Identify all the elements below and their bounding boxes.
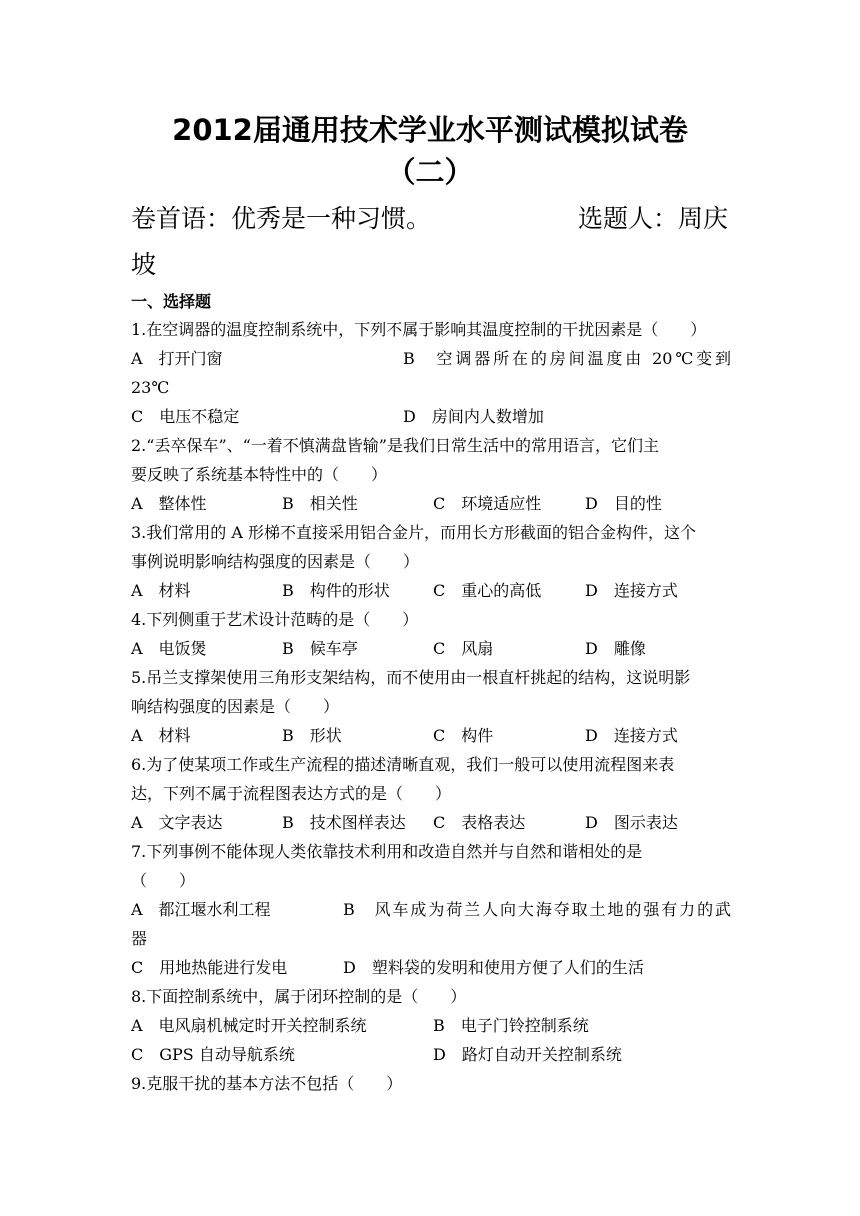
question-7-stem-line-1: 7.下列事例不能体现人类依靠技术利用和改造自然并与自然和谐相处的是 [131,842,643,861]
question-8-option-b: B 电子门铃控制系统 [433,1016,589,1035]
question-6-option-c: C 表格表达 [433,813,526,832]
exam-title: 2012届通用技术学业水平测试模拟试卷 [172,113,688,147]
question-5-option-a: A 材料 [131,726,191,745]
section-heading: 一、选择题 [131,292,212,311]
question-7-option-b-continued: 器 [131,929,148,948]
question-9-stem: 9.克服干扰的基本方法不包括（ ） [131,1074,403,1093]
question-5-option-c: C 构件 [433,726,494,745]
question-7-option-b: B 风车成为荷兰人向大海夺取土地的强有力的武 [343,900,731,919]
author: 选题人：周庆 [578,204,729,233]
question-5-stem-line-1: 5.吊兰支撑架使用三角形支架结构，而不使用由一根直杆挑起的结构，这说明影 [131,668,691,687]
author-continued: 坡 [131,250,157,279]
question-2-option-d: D 目的性 [585,494,662,513]
question-4-stem: 4.下列侧重于艺术设计范畴的是（ ） [131,610,419,629]
question-2-stem-line-2: 要反映了系统基本特性中的（ ） [131,465,388,484]
question-3-option-b: B 构件的形状 [282,581,390,600]
question-1-option-a: A 打开门窗 [131,349,223,368]
question-2-option-c: C 环境适应性 [433,494,542,513]
question-7-option-a: A 都江堰水利工程 [131,900,271,919]
question-7-option-c: C 用地热能进行发电 [131,958,288,977]
question-5-option-b: B 形状 [282,726,342,745]
question-8-stem: 8.下面控制系统中，属于闭环控制的是（ ） [131,987,467,1006]
question-6-option-d: D 图示表达 [585,813,678,832]
question-1-option-c: C 电压不稳定 [131,407,240,426]
question-1-option-d: D 房间内人数增加 [403,407,544,426]
question-3-stem-line-2: 事例说明影响结构强度的因素是（ ） [131,552,420,571]
question-3-option-d: D 连接方式 [585,581,678,600]
question-3-option-a: A 材料 [131,581,191,600]
question-6-stem-line-1: 6.为了使某项工作或生产流程的描述清晰直观，我们一般可以使用流程图来表 [131,755,675,774]
question-3-stem-line-1: 3.我们常用的 A 形梯不直接采用铝合金片，而用长方形截面的铝合金构件，这个 [131,523,696,542]
question-5-stem-line-2: 响结构强度的因素是（ ） [131,697,340,716]
motto: 卷首语：优秀是一种习惯。 [131,204,432,233]
question-4-option-a: A 电饭煲 [131,639,207,658]
question-2-option-a: A 整体性 [131,494,207,513]
question-8-option-c: C GPS 自动导航系统 [131,1045,295,1064]
question-4-option-c: C 风扇 [433,639,494,658]
question-3-option-c: C 重心的高低 [433,581,542,600]
question-5-option-d: D 连接方式 [585,726,678,745]
question-1-option-b: B 空调器所在的房间温度由 20℃变到 [403,349,731,368]
exam-title-suffix: （二） [386,155,474,189]
question-1-option-b-continued: 23℃ [131,378,170,397]
question-4-option-b: B 候车亭 [282,639,358,658]
question-6-option-a: A 文字表达 [131,813,223,832]
question-7-stem-line-2: （ ） [131,871,196,890]
question-6-option-b: B 技术图样表达 [282,813,406,832]
question-2-stem-line-1: 2.“丢卒保车”、“一着不慎满盘皆输”是我们日常生活中的常用语言，它们主 [131,436,659,455]
question-4-option-d: D 雕像 [585,639,646,658]
question-7-option-d: D 塑料袋的发明和使用方便了人们的生活 [343,958,644,977]
question-6-stem-line-2: 达，下列不属于流程图表达方式的是（ ） [131,784,452,803]
question-8-option-a: A 电风扇机械定时开关控制系统 [131,1016,367,1035]
question-8-option-d: D 路灯自动开关控制系统 [433,1045,622,1064]
question-2-option-b: B 相关性 [282,494,358,513]
question-1-stem: 1.在空调器的温度控制系统中，下列不属于影响其温度控制的干扰因素是（ ） [131,320,707,339]
